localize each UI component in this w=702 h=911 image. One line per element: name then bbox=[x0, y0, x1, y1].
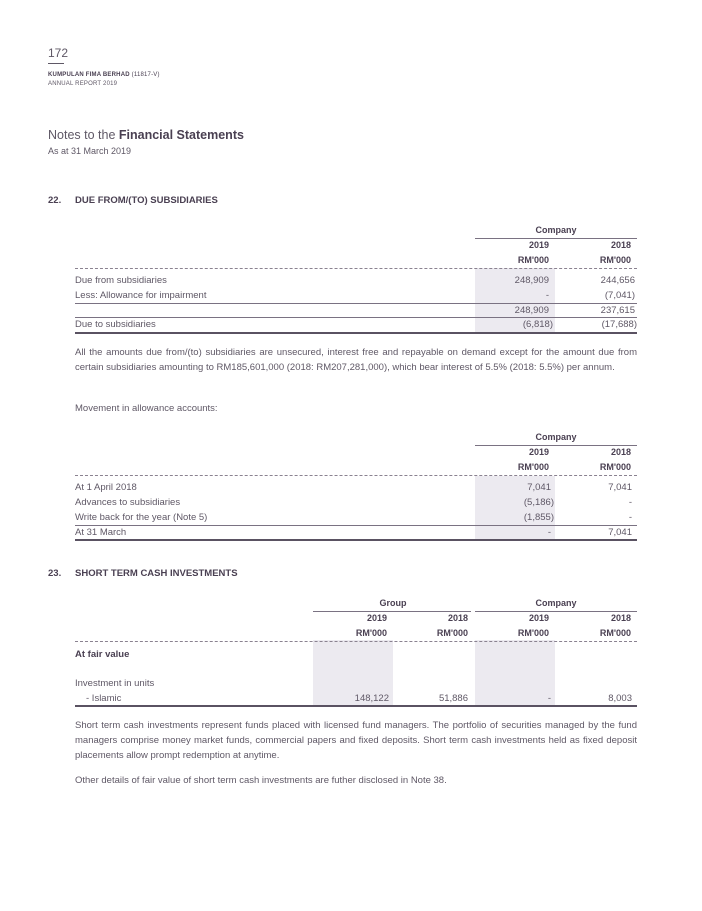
page-number: 172 bbox=[48, 46, 69, 60]
table2-divider bbox=[75, 475, 637, 476]
table1-divider bbox=[75, 268, 637, 269]
table3-divider bbox=[75, 641, 637, 642]
table3-subheading: At fair value bbox=[75, 649, 130, 660]
table-cell: (5,186) bbox=[523, 497, 554, 508]
table-row-label: Advances to subsidiaries bbox=[75, 497, 181, 508]
table3-company-header: Company bbox=[535, 598, 577, 608]
table1-company-header: Company bbox=[535, 225, 577, 235]
table3-unit: RM'000 bbox=[599, 628, 631, 638]
table-cell: - bbox=[628, 512, 632, 523]
table3-unit: RM'000 bbox=[436, 628, 468, 638]
section-23-paragraph-2: Other details of fair value of short term cash investments are futher disclosed in Note 38. bbox=[75, 775, 447, 786]
table3-year: 2018 bbox=[447, 613, 468, 623]
table-cell: 248,909 bbox=[514, 275, 549, 286]
company-name bbox=[48, 72, 160, 78]
table-cell: - bbox=[547, 693, 551, 704]
table-cell: - bbox=[545, 290, 549, 301]
section-22-heading bbox=[48, 195, 218, 206]
table1-header-rule bbox=[475, 238, 637, 239]
table-cell: - bbox=[547, 527, 551, 538]
table2-unit-2018: RM'000 bbox=[599, 462, 631, 472]
table-cell: 248,909 bbox=[514, 305, 549, 316]
company-name-text: KUMPULAN FIMA BERHAD bbox=[48, 72, 130, 78]
table3-group-header: Group bbox=[379, 598, 407, 608]
table-cell: (1,855) bbox=[523, 512, 554, 523]
table-cell: 8,003 bbox=[608, 693, 632, 704]
table-cell: - bbox=[628, 497, 632, 508]
section-22-paragraph: All the amounts due from/(to) subsidiaries are unsecured, interest free and repayable on demand except for the amount due from certain subsidiaries amounting to RM185,601,000 (2018: RM207,281,000), which bear interest of 5.5% (2018: 5.5%) per annum. bbox=[75, 347, 637, 373]
table3-year: 2019 bbox=[528, 613, 549, 623]
table3-year: 2019 bbox=[366, 613, 387, 623]
table-cell: 7,041 bbox=[527, 482, 551, 493]
table-row-label: Due to subsidiaries bbox=[75, 319, 156, 330]
section-22-title: DUE FROM/(TO) SUBSIDIARIES bbox=[75, 195, 218, 206]
table1-year-2018: 2018 bbox=[610, 240, 631, 250]
table3-company-rule bbox=[475, 611, 637, 612]
movement-label: Movement in allowance accounts: bbox=[75, 403, 218, 414]
table3-unit: RM'000 bbox=[517, 628, 549, 638]
table-row-label: Write back for the year (Note 5) bbox=[75, 512, 208, 523]
table-cell: 148,122 bbox=[354, 693, 389, 704]
table-row-label: Due from subsidiaries bbox=[75, 275, 167, 286]
table-cell: 7,041 bbox=[608, 482, 632, 493]
table-cell: (7,041) bbox=[604, 290, 635, 301]
table1-bottom-rule bbox=[75, 332, 637, 334]
table2-company-header: Company bbox=[535, 432, 577, 442]
page-number-rule bbox=[48, 63, 64, 64]
table-row-label: Less: Allowance for impairment bbox=[75, 290, 207, 301]
table3-row-heading: Investment in units bbox=[75, 678, 155, 689]
table-cell: (17,688) bbox=[601, 319, 637, 330]
table3-bottom-rule bbox=[75, 705, 637, 707]
table3-group-rule bbox=[313, 611, 471, 612]
section-23-paragraph-1: Short term cash investments represent funds placed with licensed fund managers. The portfolio of securities managed by the fund managers comprise money market funds, commercial papers and fixed deposits. Short term cash investments held as fixed deposit placements allow prompt redemption at anytime. bbox=[75, 720, 637, 761]
table1-unit-2019: RM'000 bbox=[517, 255, 549, 265]
table2-year-2018: 2018 bbox=[610, 447, 631, 457]
table-row-label: At 1 April 2018 bbox=[75, 482, 137, 493]
section-22-number: 22. bbox=[48, 195, 62, 206]
table3-unit: RM'000 bbox=[355, 628, 387, 638]
table-row-label: At 31 March bbox=[75, 527, 127, 538]
table-cell: 51,886 bbox=[438, 693, 468, 704]
table1-year-2019: 2019 bbox=[528, 240, 549, 250]
table2-bottom-rule bbox=[75, 539, 637, 541]
company-reg: (11817-V) bbox=[131, 72, 160, 78]
table3-year: 2018 bbox=[610, 613, 631, 623]
table2-header-rule bbox=[475, 445, 637, 446]
table-cell: 244,656 bbox=[600, 275, 635, 286]
section-23-heading bbox=[48, 568, 238, 579]
table-cell: 7,041 bbox=[608, 527, 632, 538]
section-23-title: SHORT TERM CASH INVESTMENTS bbox=[75, 568, 238, 579]
table3-row-label: - Islamic bbox=[86, 693, 122, 704]
table-cell: (6,818) bbox=[522, 319, 553, 330]
report-name: ANNUAL REPORT 2019 bbox=[48, 81, 118, 87]
notes-subtitle: As at 31 March 2019 bbox=[48, 146, 132, 156]
table2-unit-2019: RM'000 bbox=[517, 462, 549, 472]
table1-subtotal-rule bbox=[75, 303, 637, 304]
table-cell: 237,615 bbox=[600, 305, 635, 316]
section-23-number: 23. bbox=[48, 568, 62, 579]
table1-rule bbox=[75, 317, 637, 318]
table2-year-2019: 2019 bbox=[528, 447, 549, 457]
table1-unit-2018: RM'000 bbox=[599, 255, 631, 265]
notes-title-prefix: Notes to the bbox=[48, 128, 116, 142]
table2-rule bbox=[75, 525, 637, 526]
notes-title-bold: Financial Statements bbox=[118, 128, 244, 142]
notes-title bbox=[48, 128, 244, 142]
